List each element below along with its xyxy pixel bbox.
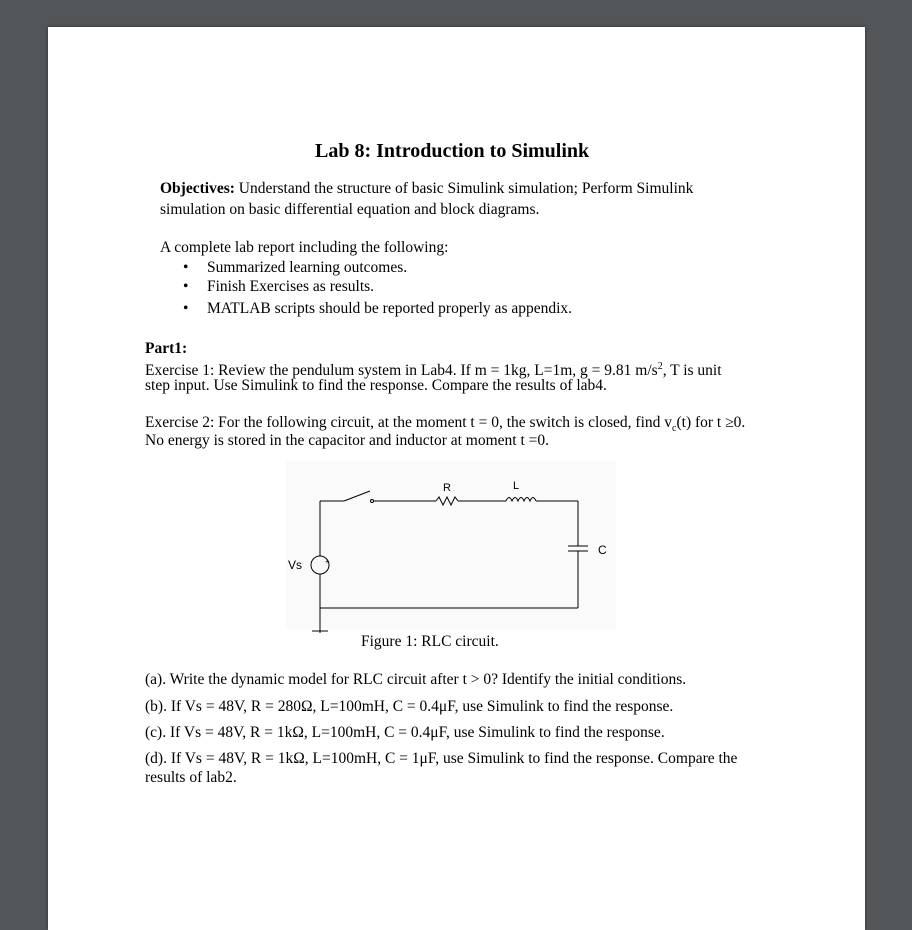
document-page xyxy=(48,27,865,930)
report-item-2: Finish Exercises as results. xyxy=(207,278,375,295)
question-a: (a). Write the dynamic model for RLC circuit after t > 0? Identify the initial conditions. xyxy=(145,671,687,688)
page-title: Lab 8: Introduction to Simulink xyxy=(315,140,590,162)
exercise1-superscript: 2 xyxy=(657,361,663,372)
question-b: (b). If Vs = 48V, R = 280Ω, L=100mH, C = 0.4μF, use Simulink to find the response. xyxy=(145,698,674,715)
question-d-line-1: (d). If Vs = 48V, R = 1kΩ, L=100mH, C = 1μF, use Simulink to find the response. Compare the xyxy=(145,750,738,767)
source-label: Vs xyxy=(288,558,303,572)
exercise1-text-b: , T is unit xyxy=(662,362,722,380)
bullet-dot: • xyxy=(183,300,189,317)
report-item-3: MATLAB scripts should be reported properly as appendix. xyxy=(207,300,573,317)
report-item-1: Summarized learning outcomes. xyxy=(207,259,408,276)
bullet-dot: • xyxy=(183,278,189,295)
exercise2-subscript: c xyxy=(672,423,677,435)
capacitor-label: C xyxy=(598,543,607,557)
inductor-label: L xyxy=(513,480,520,492)
exercise2-text-a: Exercise 2: For the following circuit, at the moment t = 0, the switch is closed, find v xyxy=(145,414,673,431)
objectives-label: Objectives: xyxy=(160,180,235,197)
figure-caption: Figure 1: RLC circuit. xyxy=(361,633,499,650)
exercise2-line-2: No energy is stored in the capacitor and inductor at moment t =0. xyxy=(145,432,550,449)
exercise2-text-b: (t) for t ≥0. xyxy=(676,414,746,431)
question-d-line-2: results of lab2. xyxy=(145,769,237,786)
source-plus-sign: + xyxy=(325,559,330,566)
report-intro: A complete lab report including the following: xyxy=(160,239,449,256)
resistor-label: R xyxy=(443,482,451,494)
part1-heading: Part1: xyxy=(145,340,188,357)
objectives-text-1: Understand the structure of basic Simulink simulation; Perform Simulink xyxy=(238,180,694,197)
question-c: (c). If Vs = 48V, R = 1kΩ, L=100mH, C = 0.4μF, use Simulink to find the response. xyxy=(145,724,665,741)
rlc-circuit-diagram xyxy=(268,453,618,633)
exercise1-line-2: step input. Use Simulink to find the response. Compare the results of lab4. xyxy=(145,377,607,394)
figure-background xyxy=(286,461,616,629)
bullet-dot: • xyxy=(183,259,189,276)
objectives-line-1 xyxy=(160,179,693,198)
objectives-line-2: simulation on basic differential equation and block diagrams. xyxy=(160,201,540,218)
exercise1-text-a: Exercise 1: Review the pendulum system in Lab4. If m = 1kg, L=1m, g = 9.81 m/s xyxy=(145,362,658,380)
